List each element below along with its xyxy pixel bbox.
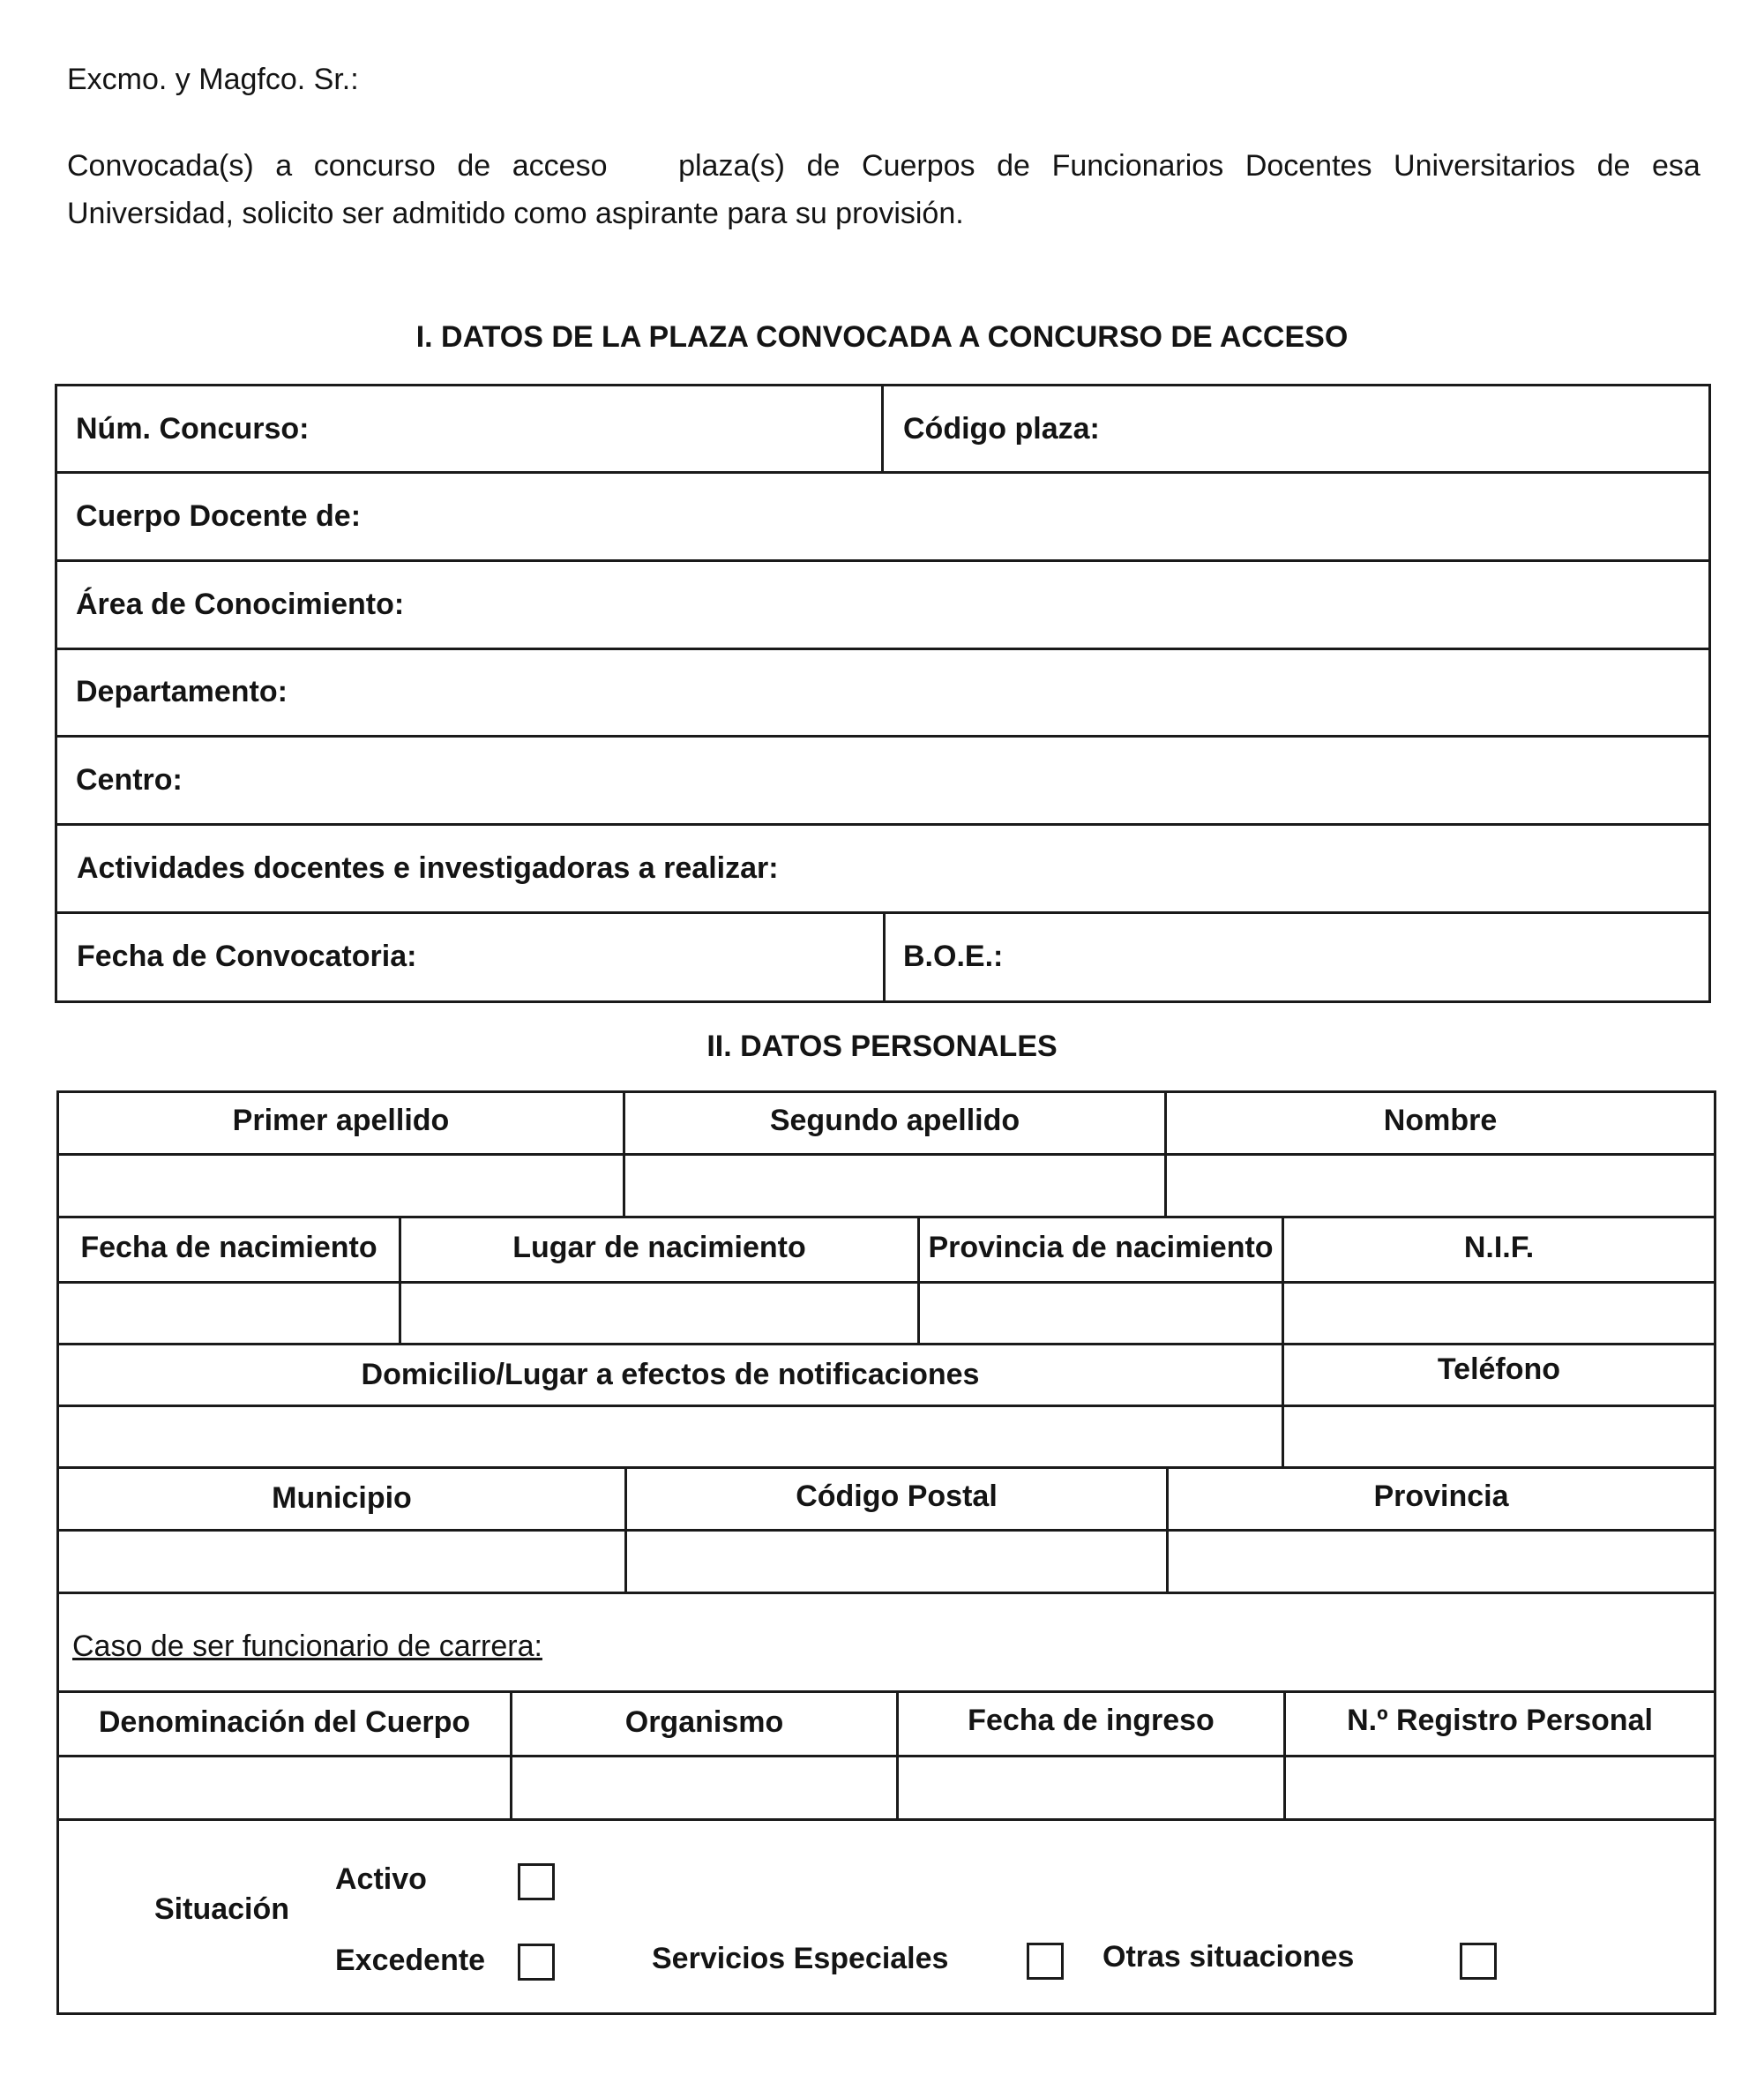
centro-field[interactable] [57, 738, 1708, 823]
nif-label: N.I.F. [1463, 1231, 1535, 1264]
nombre-input[interactable] [1167, 1156, 1714, 1216]
denominacion-cuerpo-input[interactable] [59, 1757, 510, 1818]
fecha-nacimiento-label: Fecha de nacimiento [80, 1231, 377, 1264]
section-1-title: I. DATOS DE LA PLAZA CONVOCADA A CONCURSO DE ACCESO [415, 320, 1349, 354]
area-conocimiento-label: Área de Conocimiento: [76, 588, 405, 621]
domicilio-label: Domicilio/Lugar a efectos de notificaciones [361, 1358, 980, 1391]
provincia-label: Provincia [1373, 1479, 1509, 1513]
registro-personal-label: N.º Registro Personal [1347, 1704, 1653, 1737]
actividades-field[interactable] [57, 826, 1708, 911]
provincia-nacimiento-label: Provincia de nacimiento [928, 1231, 1274, 1264]
intro-line-1 [67, 148, 1700, 184]
activo-label: Activo [335, 1862, 427, 1896]
departamento-label: Departamento: [76, 675, 288, 708]
municipio-label: Municipio [272, 1481, 412, 1515]
fecha-nacimiento-input[interactable] [59, 1284, 399, 1343]
telefono-input[interactable] [1284, 1407, 1714, 1466]
intro-word: Convocada(s) [67, 149, 254, 183]
activo-checkbox[interactable] [518, 1863, 555, 1900]
num-concurso-field[interactable] [57, 386, 881, 471]
centro-label: Centro: [76, 763, 183, 797]
intro-word: de [806, 149, 841, 183]
organismo-input[interactable] [512, 1757, 896, 1818]
organismo-label: Organismo [624, 1705, 784, 1739]
denominacion-cuerpo-label: Denominación del Cuerpo [98, 1705, 471, 1739]
nif-input[interactable] [1284, 1284, 1714, 1343]
intro-word: Universitarios [1394, 149, 1575, 183]
excedente-label: Excedente [335, 1944, 486, 1977]
primer-apellido-label: Primer apellido [232, 1104, 450, 1137]
codigo-plaza-field[interactable] [884, 386, 1708, 471]
nombre-label: Nombre [1383, 1104, 1498, 1137]
servicios-especiales-checkbox[interactable] [1027, 1943, 1064, 1980]
cuerpo-docente-field[interactable] [57, 474, 1708, 559]
intro-word: Funcionarios [1051, 149, 1224, 183]
registro-personal-input[interactable] [1286, 1757, 1714, 1818]
intro-word: de [457, 149, 491, 183]
intro-word: Cuerpos [862, 149, 975, 183]
section-1-table [55, 384, 1711, 1003]
salutation: Excmo. y Magfco. Sr.: [67, 63, 359, 96]
cuerpo-docente-label: Cuerpo Docente de: [76, 499, 362, 533]
situacion-label: Situación [154, 1892, 290, 1926]
intro-word: de [1596, 149, 1631, 183]
telefono-label: Teléfono [1437, 1352, 1561, 1386]
codigo-postal-label: Código Postal [796, 1479, 998, 1513]
intro-word: acceso [512, 149, 608, 183]
boe-field[interactable] [886, 914, 1708, 1000]
fecha-ingreso-label: Fecha de ingreso [968, 1704, 1215, 1737]
intro-word: plaza(s) [678, 149, 786, 183]
boe-label: B.O.E.: [903, 940, 1004, 973]
area-conocimiento-field[interactable] [57, 562, 1708, 648]
intro-word: de [997, 149, 1030, 183]
codigo-postal-input[interactable] [627, 1532, 1166, 1592]
intro-word: esa [1652, 149, 1700, 183]
caso-funcionario-label: Caso de ser funcionario de carrera: [72, 1629, 542, 1663]
municipio-input[interactable] [59, 1532, 624, 1592]
intro-word: a [275, 149, 293, 183]
segundo-apellido-input[interactable] [625, 1156, 1164, 1216]
intro-word: Docentes [1245, 149, 1372, 183]
otras-situaciones-checkbox[interactable] [1460, 1943, 1497, 1980]
lugar-nacimiento-input[interactable] [401, 1284, 917, 1343]
primer-apellido-input[interactable] [59, 1156, 623, 1216]
domicilio-input[interactable] [59, 1407, 1282, 1466]
departamento-field[interactable] [57, 650, 1708, 735]
provincia-input[interactable] [1169, 1532, 1714, 1592]
servicios-especiales-label: Servicios Especiales [652, 1942, 949, 1975]
lugar-nacimiento-label: Lugar de nacimiento [512, 1231, 806, 1264]
fecha-convocatoria-label: Fecha de Convocatoria: [77, 940, 417, 973]
intro-word: concurso [313, 149, 436, 183]
segundo-apellido-label: Segundo apellido [769, 1104, 1020, 1137]
actividades-label: Actividades docentes e investigadoras a realizar: [77, 851, 779, 885]
codigo-plaza-label: Código plaza: [903, 412, 1100, 446]
otras-situaciones-label: Otras situaciones [1102, 1940, 1355, 1974]
provincia-nacimiento-input[interactable] [920, 1284, 1282, 1343]
num-concurso-label: Núm. Concurso: [76, 412, 310, 446]
section-2-table [56, 1090, 1716, 2015]
fecha-convocatoria-field[interactable] [57, 914, 883, 1000]
section-2-title: II. DATOS PERSONALES [706, 1030, 1058, 1063]
intro-line-2: Universidad, solicito ser admitido como aspirante para su provisión. [67, 197, 964, 230]
excedente-checkbox[interactable] [518, 1944, 555, 1981]
fecha-ingreso-input[interactable] [899, 1757, 1283, 1818]
